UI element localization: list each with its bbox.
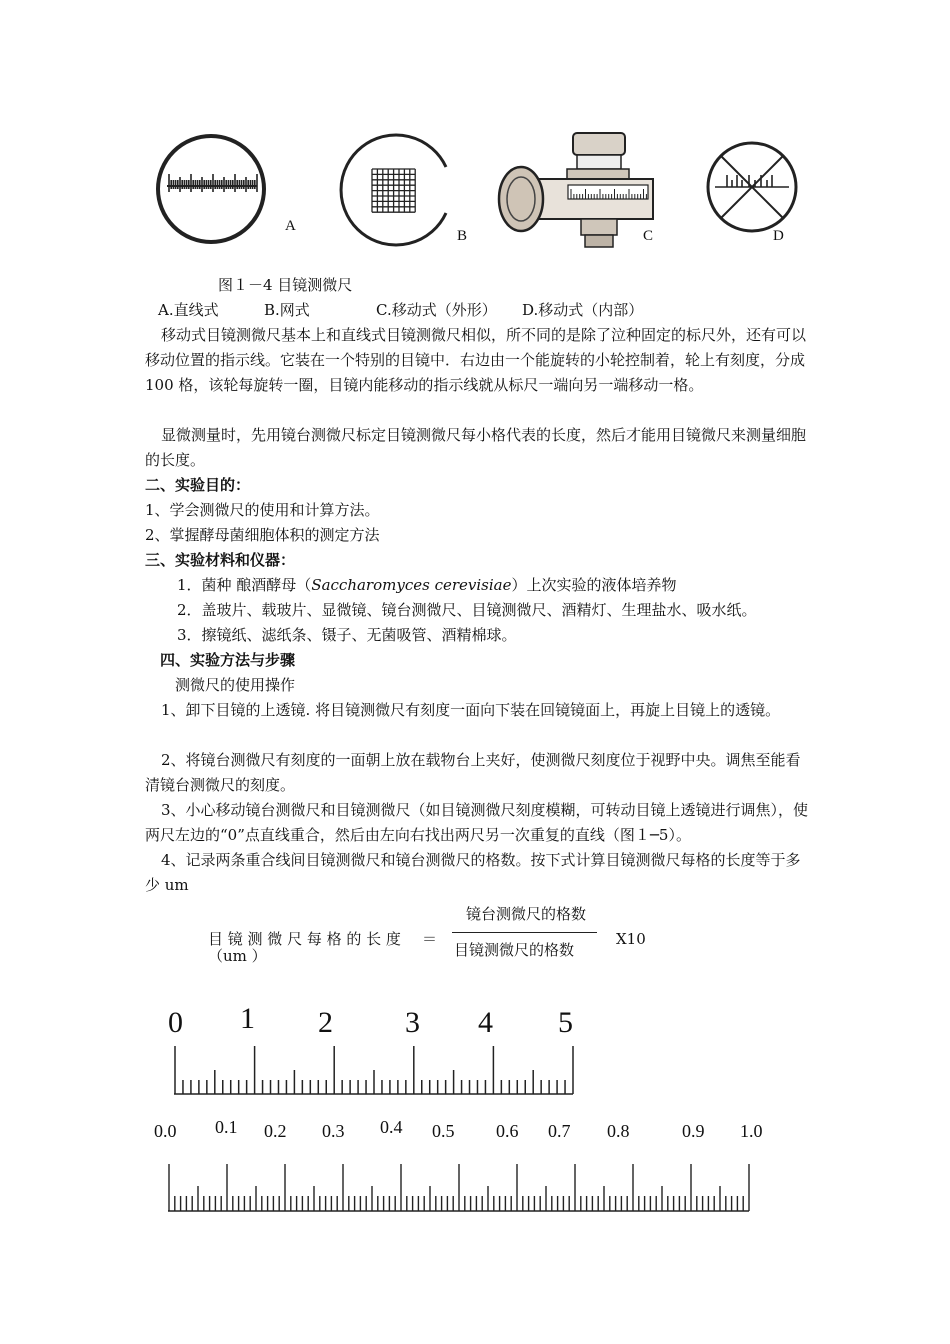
scale-bottom-label-9: 0.9: [682, 1121, 705, 1141]
figure-d-movable-micrometer-inner: [705, 140, 799, 234]
materials-item-1-post: ）上次实验的液体培养物: [511, 576, 677, 594]
step-4: 4、记录两条重合线间目镜测微尺和镜台测微尺的格数。按下式计算目镜测微尺每格的长度等于多少 um: [145, 851, 801, 894]
scale-bottom-label-3: 0.3: [322, 1121, 345, 1141]
figure-label-d: D: [773, 228, 784, 244]
formula-equals: ＝: [422, 930, 438, 948]
figure-caption: 图１－4 目镜测微尺: [218, 276, 353, 294]
scale-bottom-label-7: 0.7: [548, 1121, 571, 1141]
materials-item-1-pre: 1．菌种 酿酒酵母（: [177, 576, 312, 594]
stage-micrometer-scale: [165, 1160, 755, 1216]
scale-bottom-label-6: 0.6: [496, 1121, 519, 1141]
section-heading-objectives: 二、实验目的：: [145, 476, 251, 494]
species-name: Saccharomyces cerevisiae: [311, 576, 512, 594]
formula-denominator: 目镜测微尺的格数: [454, 941, 575, 959]
methods-subheading: 测微尺的使用操作: [175, 676, 296, 694]
scale-bottom-label-10: 1.0: [740, 1121, 763, 1141]
figure-c-movable-micrometer-outer: [493, 127, 663, 252]
scale-bottom-label-2: 0.2: [264, 1121, 287, 1141]
materials-item-1: [177, 573, 677, 598]
fraction-bar: [452, 932, 597, 933]
figure-sublabel-c: C.移动式（外形）: [376, 301, 497, 319]
scale-top-label-4: 4: [478, 1006, 493, 1039]
formula-multiplier: X10: [616, 930, 646, 948]
scale-bottom-label-1: 0.1: [215, 1117, 238, 1137]
section-heading-materials: 三、实验材料和仪器：: [145, 551, 296, 569]
scale-bottom-label-8: 0.8: [607, 1121, 630, 1141]
scale-top-label-0: 0: [168, 1006, 183, 1039]
figure-sublabel-b: B.网式: [264, 301, 310, 319]
scale-bottom-label-0: 0.0: [154, 1121, 177, 1141]
objective-item-2: 2、掌握酵母菌细胞体积的测定方法: [145, 526, 380, 544]
formula-numerator: 镜台测微尺的格数: [466, 905, 587, 923]
figure-label-c: C: [643, 228, 654, 244]
figure-b-grid-reticle: [336, 133, 451, 248]
scale-top-label-1: 1: [240, 1002, 255, 1035]
paragraph-movable-micrometer: 移动式目镜测微尺基本上和直线式目镜测微尺相似，所不同的是除了泣种固定的标尺外，还有可以移动位置的指示线。它装在一个特别的目镜中．右边由一个能旋转的小轮控制着，轮上有刻度，分成 100 格，该轮每旋转一圈，目镜内能移动的指示线就从标尺一端向另一端移动一格。: [145, 326, 807, 394]
scale-top-label-5: 5: [558, 1006, 573, 1039]
step-1: 1、卸下目镜的上透镜. 将目镜测微尺有刻度一面向下装在回镜镜面上，再旋上目镜上的透镜。: [161, 701, 781, 719]
step-2: 2、将镜台测微尺有刻度的一面朝上放在载物台上夹好，使测微尺刻度位于视野中央。调焦至能看清镜台测微尺的刻度。: [145, 751, 801, 794]
section-heading-methods: 四、实验方法与步骤: [160, 651, 296, 669]
materials-item-3: 3．擦镜纸、滤纸条、镊子、无菌吸管、酒精棉球。: [177, 626, 517, 644]
ocular-micrometer-scale: [170, 1040, 580, 1100]
figure-sublabel-d: D.移动式（内部）: [522, 301, 644, 319]
formula-lhs: 目 镜 测 微 尺 每 格 的 长 度: [208, 930, 401, 948]
figure-label-b: B: [457, 228, 468, 244]
figure-label-a: A: [285, 218, 296, 234]
figure-a-linear-reticle: [155, 133, 267, 245]
materials-item-2: 2．盖玻片、载玻片、显微镜、镜台测微尺、目镜测微尺、酒精灯、生理盐水、吸水纸。: [177, 601, 757, 619]
formula-lhs-unit: （um ）: [208, 947, 267, 965]
scale-top-label-2: 2: [318, 1006, 333, 1039]
scale-bottom-label-4: 0.4: [380, 1117, 403, 1137]
paragraph-measurement: 显微测量时，先用镜台测微尺标定目镜测微尺每小格代表的长度，然后才能用目镜微尺来测量细胞的长度。: [145, 426, 807, 469]
scale-top-label-3: 3: [405, 1006, 420, 1039]
scale-bottom-label-5: 0.5: [432, 1121, 455, 1141]
figure-sublabel-a: A.直线式: [158, 301, 219, 319]
objective-item-1: 1、学会测微尺的使用和计算方法。: [145, 501, 380, 519]
step-3: 3、小心移动镜台测微尺和目镜测微尺（如目镜测微尺刻度模糊，可转动目镜上透镜进行调焦），使两尺左边的“0”点直线重合，然后由左向右找出两尺另一次重复的直线（图１─5）。: [145, 801, 809, 844]
